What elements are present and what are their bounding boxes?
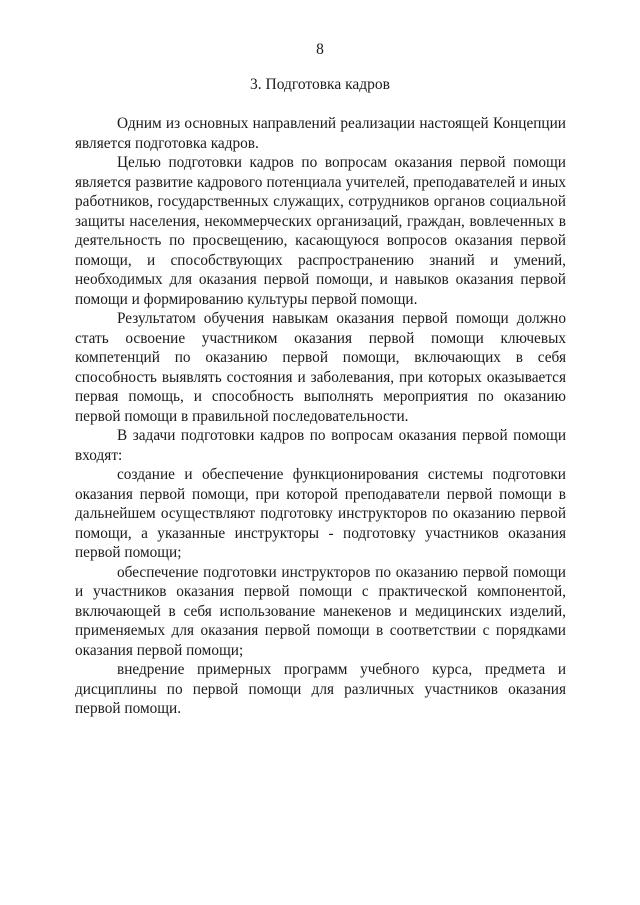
paragraph-task-training: обеспечение подготовки инструкторов по оказанию первой помощи и участников оказания первой помощи с практической компонентой, включающей в себя использование манекенов и медицинских изделий, применяемых для оказания первой помощи в соответствии с порядками оказания первой помощи; [75, 563, 566, 659]
section-title: 3. Подготовка кадров [250, 76, 390, 93]
paragraph-result: Результатом обучения навыкам оказания первой помощи должно стать освоение участником оказания первой помощи ключевых компетенций по оказанию первой помощи, включающих в себя способность выявлять состояния и заболевания, при которых оказывается первая помощь, и способность выполнять мероприятия по оказанию первой помощи в правильной последовательности. [75, 310, 566, 425]
paragraph-tasks-intro: В задачи подготовки кадров по вопросам оказания первой помощи входят: [75, 427, 566, 464]
paragraph-task-system: создание и обеспечение функционирования системы подготовки оказания первой помощи, при которой преподаватели первой помощи в дальнейшем осуществляют подготовку инструкторов по оказанию первой помощи, а указанные инструкторы - подготовку участников оказания первой помощи; [75, 466, 566, 561]
paragraph-intro: Одним из основных направлений реализации настоящей Концепции является подготовка кадров. [75, 115, 566, 152]
paragraph-task-programs: внедрение примерных программ учебного курса, предмета и дисциплины по первой помощи для различных участников оказания первой помощи. [75, 661, 566, 717]
paragraph-goal: Целью подготовки кадров по вопросам оказания первой помощи является развитие кадрового потенциала учителей, преподавателей и иных работников, государственных служащих, сотрудников органов социальной защиты населения, некоммерческих организаций, граждан, вовлеченных в деятельность по просвещению, касающуюся вопросов оказания первой помощи, и способствующих распространению знаний и умений, необходимых для оказания первой помощи, и навыков оказания первой помощи и формированию культуры первой помощи. [75, 154, 566, 308]
body-text [75, 114, 566, 719]
page-number: 8 [316, 41, 324, 58]
